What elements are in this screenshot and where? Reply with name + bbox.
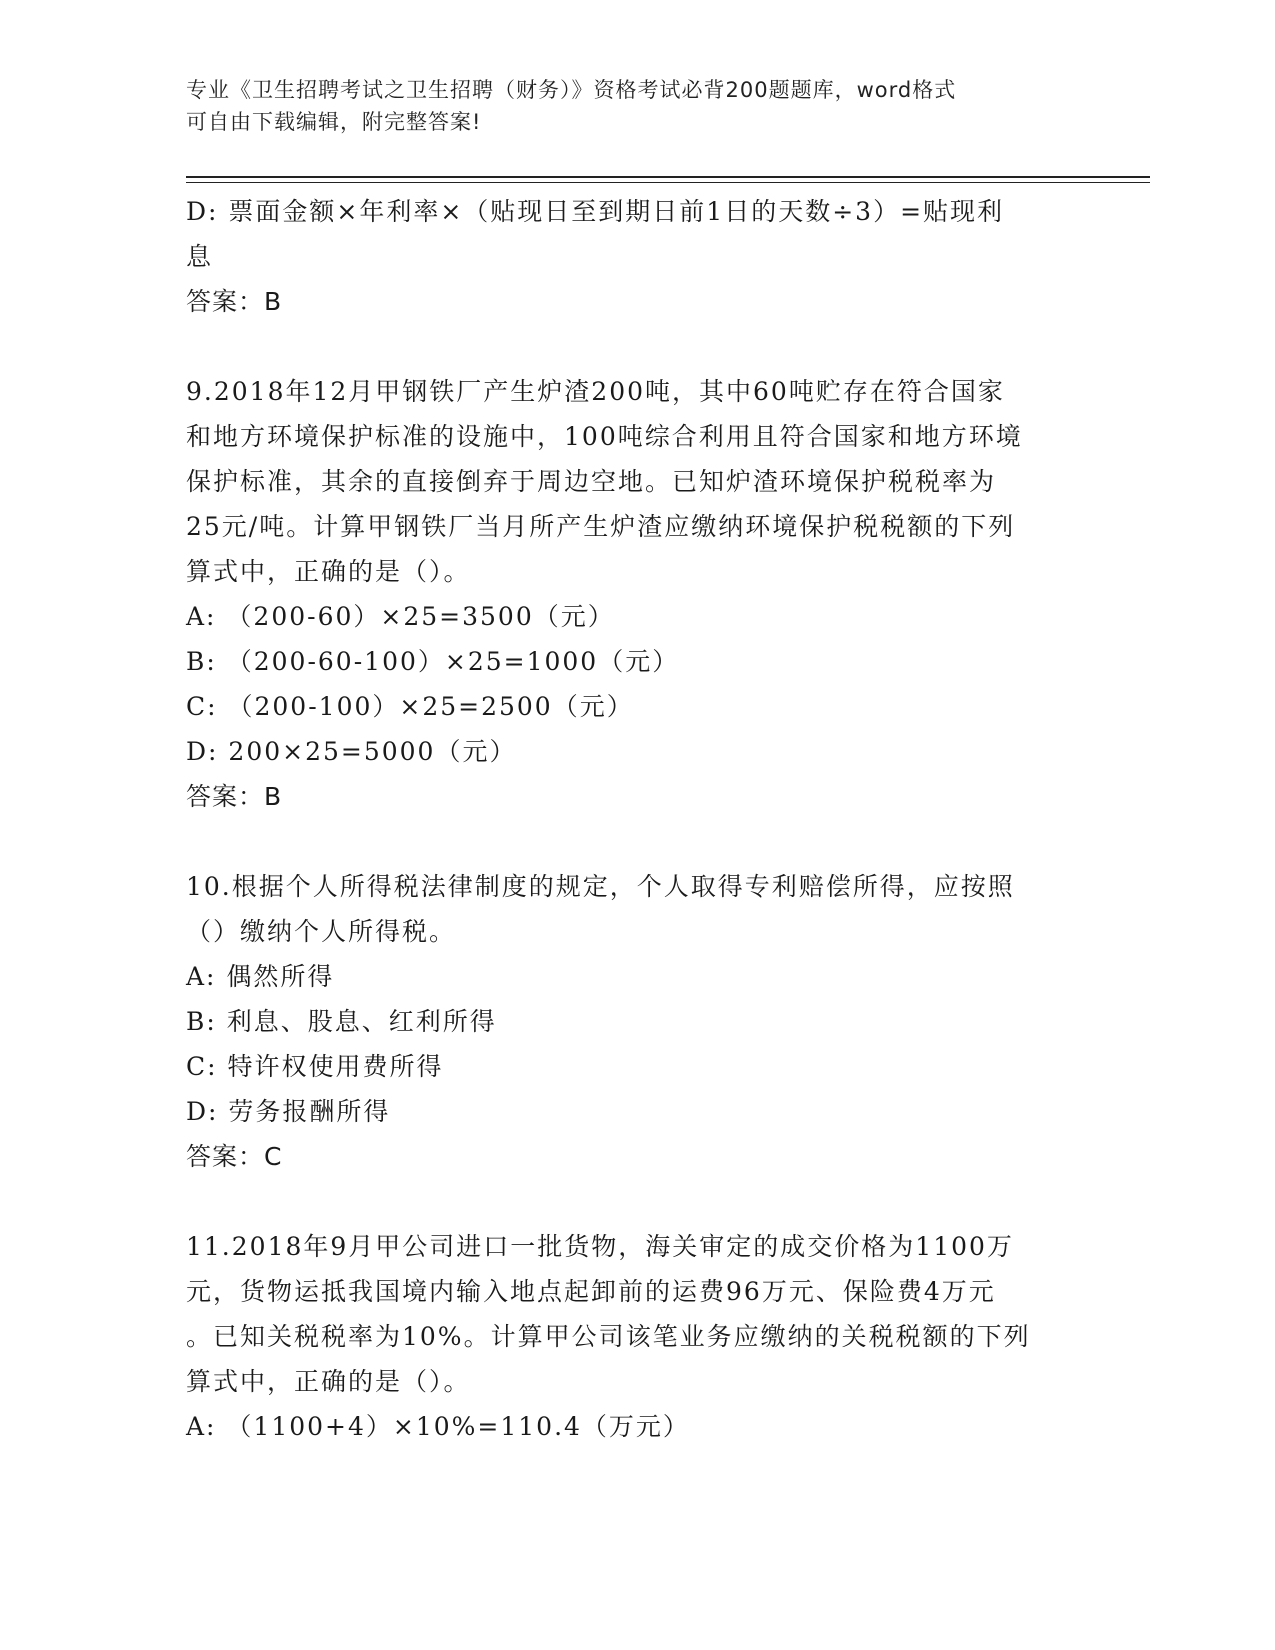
option-a: A: 偶然所得 bbox=[186, 962, 335, 991]
option-c: C: （200-100）×25=2500（元） bbox=[186, 692, 634, 721]
question-stem-line: 元，货物运抵我国境内输入地点起卸前的运费96万元、保险费4万元 bbox=[186, 1277, 996, 1306]
document-header bbox=[186, 74, 1066, 138]
question-stem-line: 9.2018年12月甲钢铁厂产生炉渣200吨，其中60吨贮存在符合国家 bbox=[186, 377, 1005, 406]
option-d: D: 200×25=5000（元） bbox=[186, 737, 517, 766]
question-stem-line: 保护标准，其余的直接倒弃于周边空地。已知炉渣环境保护税税率为 bbox=[186, 467, 997, 496]
spacer bbox=[186, 819, 1086, 864]
answer-line: 答案：B bbox=[186, 287, 283, 316]
question-9 bbox=[186, 369, 1086, 819]
spacer bbox=[186, 1179, 1086, 1224]
option-b: B: （200-60-100）×25=1000（元） bbox=[186, 647, 680, 676]
spacer bbox=[186, 324, 1086, 369]
option-d-continued: 息 bbox=[186, 242, 214, 271]
question-stem-line: （）缴纳个人所得税。 bbox=[186, 917, 457, 946]
option-c: C: 特许权使用费所得 bbox=[186, 1052, 444, 1081]
answer-line: 答案：C bbox=[186, 1142, 283, 1171]
option-b: B: 利息、股息、红利所得 bbox=[186, 1007, 497, 1036]
header-divider-thick bbox=[186, 176, 1150, 178]
question-stem-line: 。已知关税税率为10%。计算甲公司该笔业务应缴纳的关税税额的下列 bbox=[186, 1322, 1031, 1351]
question-stem-line: 和地方环境保护标准的设施中，100吨综合利用且符合国家和地方环境 bbox=[186, 422, 1023, 451]
header-line-1: 专业《卫生招聘考试之卫生招聘（财务）》资格考试必背200题题库，word格式 bbox=[186, 78, 957, 102]
question-stem-line: 25元/吨。计算甲钢铁厂当月所产生炉渣应缴纳环境保护税税额的下列 bbox=[186, 512, 1016, 541]
question-stem-line: 10.根据个人所得税法律制度的规定，个人取得专利赔偿所得，应按照 bbox=[186, 872, 1015, 901]
answer-line: 答案：B bbox=[186, 782, 283, 811]
question-stem-line: 11.2018年9月甲公司进口一批货物，海关审定的成交价格为1100万 bbox=[186, 1232, 1014, 1261]
question-8-tail bbox=[186, 189, 1086, 324]
question-stem-line: 算式中，正确的是（）。 bbox=[186, 1367, 471, 1396]
option-a: A: （200-60）×25=3500（元） bbox=[186, 602, 615, 631]
option-d: D: 劳务报酬所得 bbox=[186, 1097, 391, 1126]
document-body bbox=[186, 189, 1086, 1449]
question-11 bbox=[186, 1224, 1086, 1449]
header-divider-thin bbox=[186, 182, 1150, 183]
question-10 bbox=[186, 864, 1086, 1179]
option-a: A: （1100+4）×10%=110.4（万元） bbox=[186, 1412, 690, 1441]
header-line-2: 可自由下载编辑，附完整答案! bbox=[186, 110, 482, 134]
question-stem-line: 算式中，正确的是（）。 bbox=[186, 557, 471, 586]
option-d: D: 票面金额×年利率×（贴现日至到期日前1日的天数÷3）=贴现利 bbox=[186, 197, 1005, 226]
